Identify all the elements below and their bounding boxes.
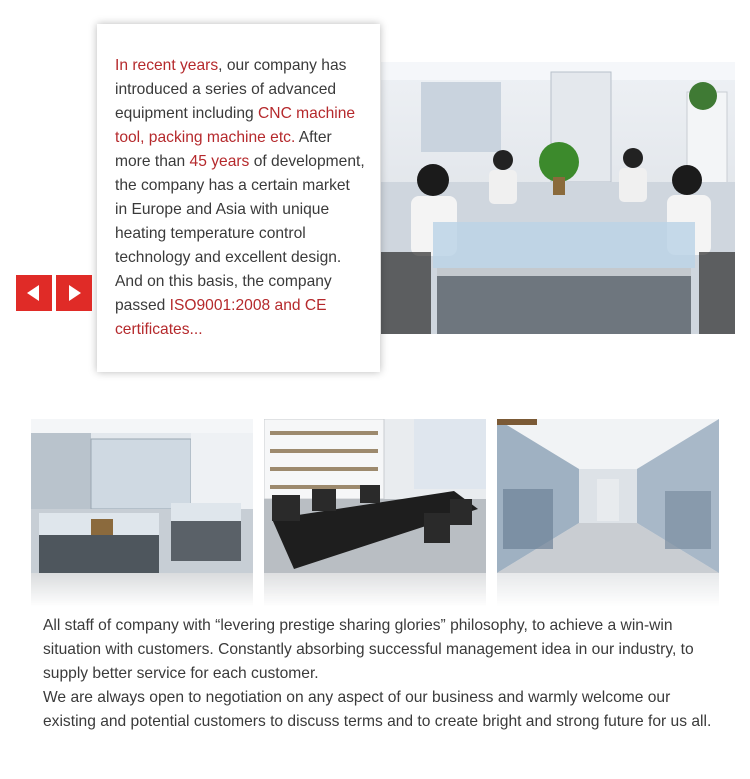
welcome-paragraph: We are always open to negotiation on any aspect of our business and warmly welcome our existing and potential customers to discuss terms and to create bright and strong future for us all. bbox=[43, 689, 712, 730]
meeting-room-illustration bbox=[264, 419, 486, 573]
intro-highlight-equipment: CNC machine tool, packing machine etc. bbox=[115, 105, 356, 146]
intro-highlight-recent-years: In recent years bbox=[115, 57, 219, 74]
intro-highlight-certificates: ISO9001:2008 and CE certificates... bbox=[115, 297, 327, 338]
reflection-shade bbox=[497, 573, 719, 607]
gallery-image-open-office[interactable] bbox=[31, 419, 253, 573]
intro-highlight-years: 45 years bbox=[189, 153, 250, 170]
open-office-illustration bbox=[31, 419, 253, 573]
intro-text-segment: of development, the company has a certain market in Europe and Asia with unique heating temperature control technology and excellent design. And on this basis, the company passed bbox=[115, 153, 365, 314]
reflection-shade bbox=[264, 573, 486, 607]
office-staff-photo bbox=[381, 62, 735, 334]
slider-next-button[interactable] bbox=[56, 275, 92, 311]
intro-text-segment: , our company has introduced a series of advanced equipment including bbox=[115, 57, 347, 122]
gallery-reflection bbox=[264, 573, 486, 607]
chevron-left-icon bbox=[23, 282, 45, 304]
gallery-reflection bbox=[497, 573, 719, 607]
gallery-reflection bbox=[31, 573, 253, 607]
intro-text-segment: After more than bbox=[115, 129, 332, 170]
gallery-image-meeting-room[interactable] bbox=[264, 419, 486, 573]
company-intro-text bbox=[115, 54, 366, 342]
office-staff-illustration bbox=[381, 62, 735, 334]
chevron-right-icon bbox=[63, 282, 85, 304]
philosophy-paragraph: All staff of company with “levering prestige sharing glories” philosophy, to achieve a win-win situation with customers. Constantly absorbing successful management idea in our industry, to supply better service for each customer. bbox=[43, 617, 694, 682]
company-philosophy bbox=[43, 614, 723, 734]
reflection-shade bbox=[31, 573, 253, 607]
slider-prev-button[interactable] bbox=[16, 275, 52, 311]
company-intro-card bbox=[97, 24, 380, 372]
gallery-image-corridor[interactable] bbox=[497, 419, 719, 573]
corridor-illustration bbox=[497, 419, 719, 573]
